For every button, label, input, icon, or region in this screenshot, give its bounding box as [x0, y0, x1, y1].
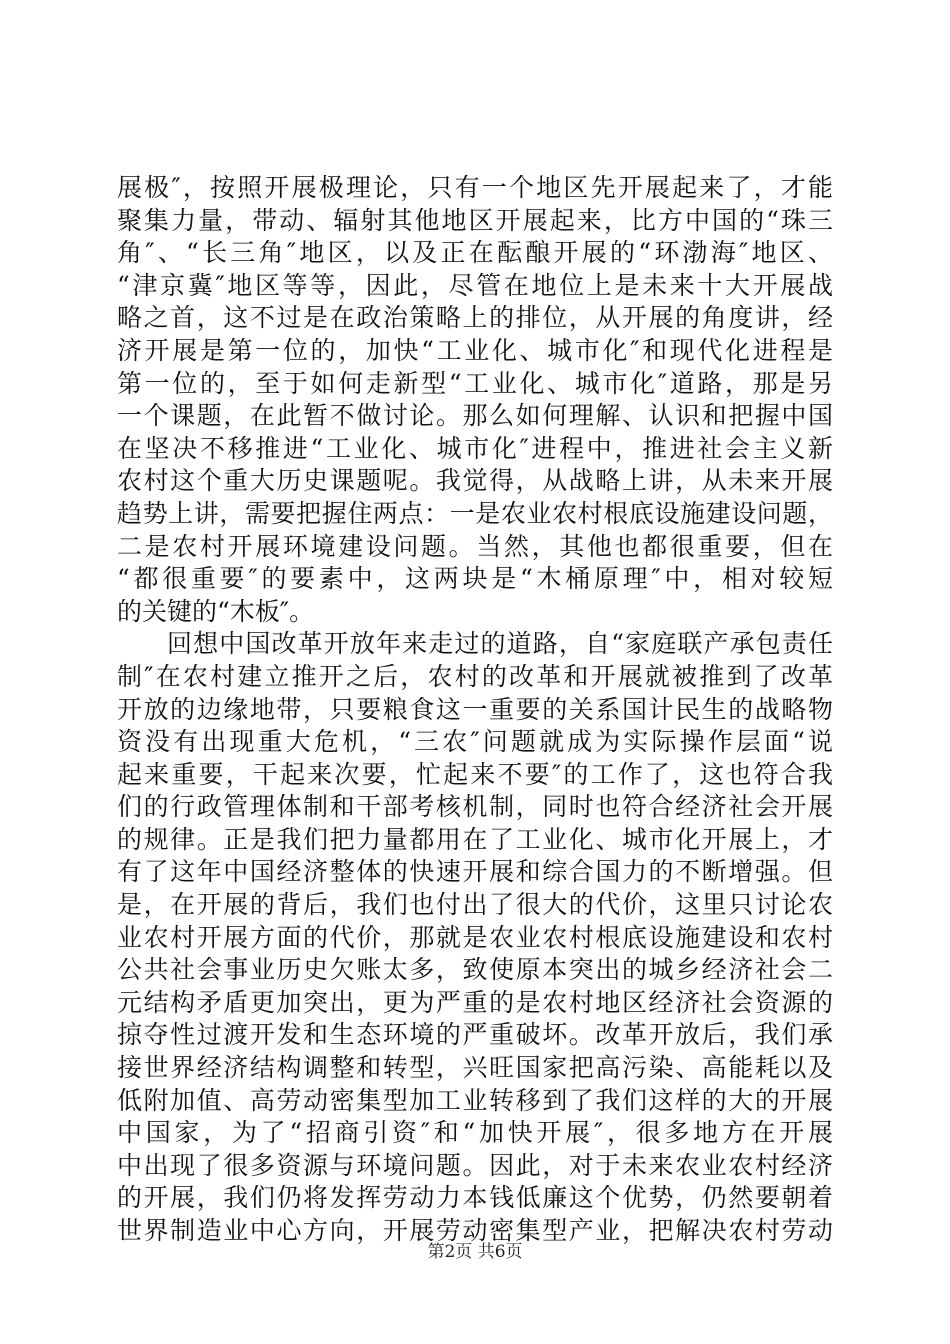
- text-line: 元结构矛盾更加突出，更为严重的是农村地区经济社会资源的: [117, 987, 833, 1017]
- paragraph-2: [117, 628, 833, 1247]
- text-line: 有了这年中国经济整体的快速开展和综合国力的不断增强。但: [117, 857, 833, 887]
- text-line: 业农村开展方面的代价，那就是农业农村根底设施建设和农村: [117, 922, 833, 952]
- text-line: “都很重要″的要素中，这两块是“木桶原理″中，相对较短: [117, 564, 833, 594]
- text-line: “津京冀″地区等等，因此，尽管在地位上是未来十大开展战: [117, 270, 833, 300]
- document-body: [117, 172, 833, 1248]
- text-line: 一个课题，在此暂不做讨论。那么如何理解、认识和把握中国: [117, 401, 833, 431]
- text-line: 掠夺性过渡开发和生态环境的严重破坏。改革开放后，我们承: [117, 1020, 833, 1050]
- text-line: 的规律。正是我们把力量都用在了工业化、城市化开展上，才: [117, 824, 833, 854]
- text-line: 接世界经济结构调整和转型，兴旺国家把高污染、高能耗以及: [117, 1053, 833, 1083]
- text-line: 的关键的“木板″。: [117, 596, 315, 626]
- text-line: 二是农村开展环境建设问题。当然，其他也都很重要，但在: [117, 531, 833, 561]
- text-line: 角″、“长三角″地区，以及正在酝酿开展的“环渤海″地区、: [117, 238, 833, 268]
- text-line: 制″在农村建立推开之后，农村的改革和开展就被推到了改革: [117, 661, 833, 691]
- paragraph-1: [117, 172, 833, 628]
- text-line: 展极″，按照开展极理论，只有一个地区先开展起来了，才能: [117, 173, 833, 202]
- text-line: 开放的边缘地带，只要粮食这一重要的关系国计民生的战略物: [117, 694, 833, 724]
- text-line: 低附加值、高劳动密集型加工业转移到了我们这样的大的开展: [117, 1085, 833, 1115]
- text-line: 们的行政管理体制和干部考核机制，同时也符合经济社会开展: [117, 792, 833, 822]
- text-line: 略之首，这不过是在政治策略上的排位，从开展的角度讲，经: [117, 303, 833, 333]
- text-line: 公共社会事业历史欠账太多，致使原本突出的城乡经济社会二: [117, 955, 833, 985]
- text-line: 第一位的，至于如何走新型“工业化、城市化″道路，那是另: [117, 368, 833, 398]
- text-line: 济开展是第一位的，加快“工业化、城市化″和现代化进程是: [117, 335, 833, 365]
- text-line: 的开展，我们仍将发挥劳动力本钱低廉这个优势，仍然要朝着: [117, 1183, 833, 1213]
- text-line: 在坚决不移推进“工业化、城市化″进程中，推进社会主义新: [117, 433, 833, 463]
- text-line: 资没有出现重大危机，“三农″问题就成为实际操作层面“说: [117, 727, 833, 757]
- text-line: 趋势上讲，需要把握住两点：一是农业农村根底设施建设问题，: [117, 498, 833, 528]
- text-line: 中出现了很多资源与环境问题。因此，对于未来农业农村经济: [117, 1150, 833, 1180]
- text-line: 农村这个重大历史课题呢。我觉得，从战略上讲，从未来开展: [117, 466, 833, 496]
- page-number-footer: 第2页 共6页: [427, 1242, 523, 1262]
- text-line: 中国家，为了“招商引资″和“加快开展″，很多地方在开展: [117, 1118, 833, 1148]
- text-line: 回想中国改革开放年来走过的道路，自“家庭联产承包责任: [167, 629, 833, 659]
- text-line: 世界制造业中心方向，开展劳动密集型产业，把解决农村劳动: [117, 1216, 833, 1245]
- text-line: 聚集力量，带动、辐射其他地区开展起来，比方中国的“珠三: [117, 205, 833, 235]
- text-line: 起来重要，干起来次要，忙起来不要″的工作了，这也符合我: [117, 759, 833, 789]
- text-line: 是，在开展的背后，我们也付出了很大的代价，这里只讨论农: [117, 890, 833, 920]
